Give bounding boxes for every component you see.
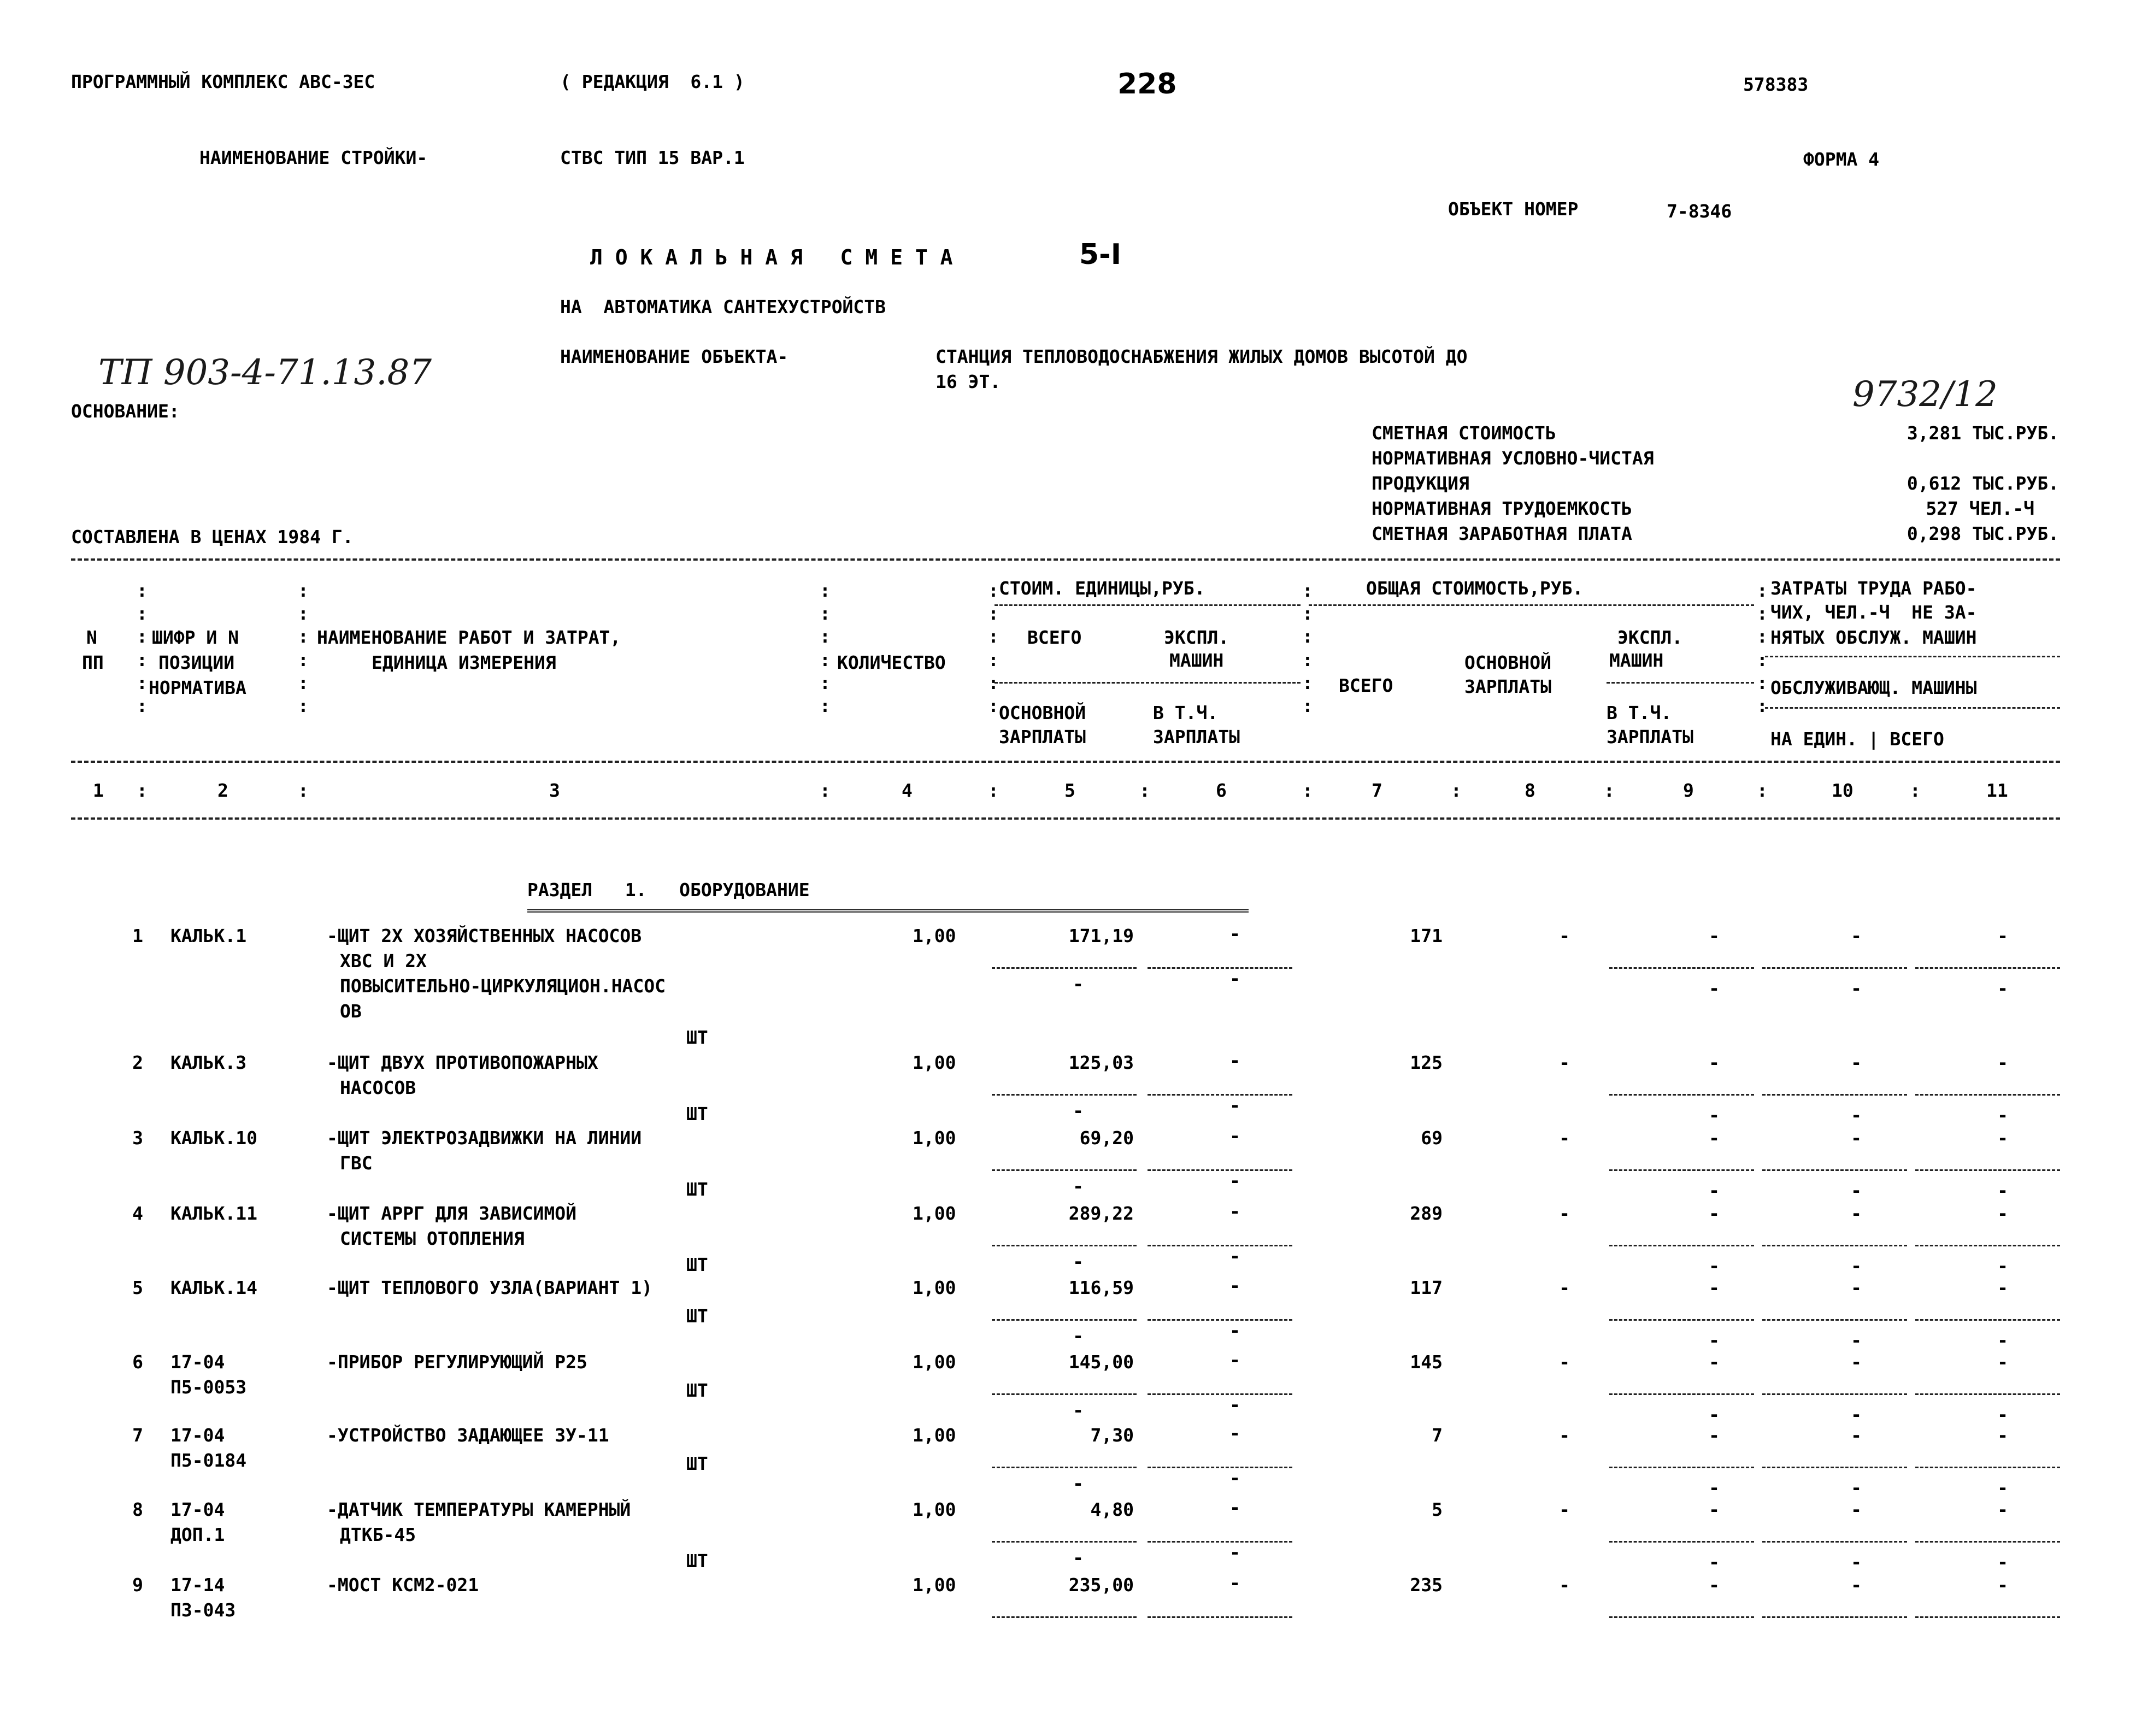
row-unit-price: 116,59 xyxy=(1068,1277,1134,1298)
row-base-wage: - xyxy=(1073,1473,1084,1494)
summary-value: 527 ЧЕЛ.-Ч xyxy=(1926,498,2034,519)
row-wage-2: - xyxy=(1709,1404,1720,1425)
summary-label: НОРМАТИВНАЯ УСЛОВНО-ЧИСТАЯ xyxy=(1372,448,1654,469)
row-sub-rule xyxy=(1609,1467,1754,1468)
col-separator: : xyxy=(988,780,999,801)
col-separator: : xyxy=(1604,780,1615,801)
row-machine-wage: - xyxy=(1229,1170,1240,1191)
header-labor3: НА ЕДИН. | ВСЕГО xyxy=(1770,728,1944,750)
row-unit-price: 171,19 xyxy=(1068,925,1134,946)
row-number: 4 xyxy=(132,1203,143,1224)
row-sub-rule xyxy=(1148,1094,1292,1096)
row-sub-rule xyxy=(1609,1393,1754,1395)
row-total: 117 xyxy=(1410,1277,1443,1298)
row-description: ДТКБ-45 xyxy=(340,1524,416,1545)
row-machine-wage: - xyxy=(1229,1394,1240,1415)
row-machine-cost: - xyxy=(1229,1572,1240,1593)
header-col2: НОРМАТИВА xyxy=(149,677,246,698)
row-code: КАЛЬК.1 xyxy=(170,925,247,946)
row-sub-rule xyxy=(1609,1169,1754,1171)
row-labor-unit: - xyxy=(1851,1499,1862,1520)
row-description: ХВС И 2Х xyxy=(340,950,427,972)
col-separator: : : : : : : xyxy=(137,580,148,717)
row-machine-wage: - xyxy=(1229,1245,1240,1267)
row-total: 125 xyxy=(1410,1052,1443,1073)
header-col5-bottom: ЗАРПЛАТЫ xyxy=(999,726,1086,748)
row-quantity: 1,00 xyxy=(913,1351,956,1373)
row-code: 17-04 xyxy=(170,1351,225,1373)
row-labor-unit: - xyxy=(1851,1351,1862,1373)
handwritten-archive-number: 9732/12 xyxy=(1852,374,1998,415)
row-sub-rule xyxy=(1148,1393,1292,1395)
row-sub-rule xyxy=(992,967,1137,969)
row-base-wage: - xyxy=(1073,1100,1084,1121)
row-sub-rule xyxy=(1762,1094,1907,1096)
col-separator: : : : : : : xyxy=(1757,580,1768,717)
row-labor-unit: - xyxy=(1851,1127,1862,1149)
summary-label: СМЕТНАЯ ЗАРАБОТНАЯ ПЛАТА xyxy=(1372,523,1632,544)
row-machine-cost: - xyxy=(1229,923,1240,944)
row-unit-price: 235,00 xyxy=(1068,1574,1134,1596)
summary-label: СМЕТНАЯ СТОИМОСТЬ xyxy=(1372,422,1556,444)
column-numbers-rule xyxy=(71,817,2060,820)
row-wage-2: - xyxy=(1709,1180,1720,1201)
header-col3: ЕДИНИЦА ИЗМЕРЕНИЯ xyxy=(372,652,556,673)
row-labor-total: - xyxy=(1997,925,2008,946)
row-code: П5-0184 xyxy=(170,1450,247,1471)
row-machine-cost: - xyxy=(1229,1050,1240,1071)
row-base-wage: - xyxy=(1073,1251,1084,1272)
row-description: -ЩИТ ЭЛЕКТРОЗАДВИЖКИ НА ЛИНИИ xyxy=(327,1127,642,1149)
row-wage-2: - xyxy=(1709,1255,1720,1276)
header-col1: ПП xyxy=(82,652,104,673)
row-code: КАЛЬК.14 xyxy=(170,1277,257,1298)
row-machine-total: - xyxy=(1709,1203,1720,1224)
column-number: 8 xyxy=(1525,780,1535,801)
row-code: КАЛЬК.11 xyxy=(170,1203,257,1224)
row-wage: - xyxy=(1559,1127,1570,1149)
row-wage-2: - xyxy=(1709,978,1720,999)
header-unit-cost-rule2 xyxy=(995,682,1301,684)
row-sub-rule xyxy=(1148,1541,1292,1543)
row-sub-rule xyxy=(992,1094,1137,1096)
row-labor-unit-2: - xyxy=(1851,1551,1862,1573)
row-description: СИСТЕМЫ ОТОПЛЕНИЯ xyxy=(340,1228,525,1249)
row-description: -ЩИТ ТЕПЛОВОГО УЗЛА(ВАРИАНТ 1) xyxy=(327,1277,653,1298)
row-base-wage: - xyxy=(1073,973,1084,994)
row-machine-wage: - xyxy=(1229,1320,1240,1341)
summary-value: 3,281 ТЫС.РУБ. xyxy=(1907,422,2059,444)
header-labor: НЯТЫХ ОБСЛУЖ. МАШИН xyxy=(1770,627,1977,648)
row-unit: ШТ xyxy=(686,1453,708,1474)
column-number: 6 xyxy=(1216,780,1227,801)
row-machine-wage: - xyxy=(1229,968,1240,989)
row-sub-rule xyxy=(1148,967,1292,969)
col-separator: : : : : : : xyxy=(298,580,309,717)
row-total: 145 xyxy=(1410,1351,1443,1373)
row-labor-total-2: - xyxy=(1997,1477,2008,1498)
row-unit-price: 4,80 xyxy=(1090,1499,1134,1520)
row-quantity: 1,00 xyxy=(913,1127,956,1149)
row-code: П3-043 xyxy=(170,1599,236,1621)
row-total: 171 xyxy=(1410,925,1443,946)
column-number: 10 xyxy=(1832,780,1854,801)
row-wage: - xyxy=(1559,925,1570,946)
row-unit-price: 125,03 xyxy=(1068,1052,1134,1073)
row-total: 5 xyxy=(1432,1499,1443,1520)
row-wage: - xyxy=(1559,1499,1570,1520)
col-separator: : xyxy=(137,780,148,801)
row-machine-total: - xyxy=(1709,1574,1720,1596)
row-sub-rule xyxy=(992,1541,1137,1543)
header-unit-cost: СТОИМ. ЕДИНИЦЫ,РУБ. xyxy=(999,578,1205,599)
row-machine-total: - xyxy=(1709,925,1720,946)
row-unit-price: 7,30 xyxy=(1090,1425,1134,1446)
row-total: 235 xyxy=(1410,1574,1443,1596)
row-sub-rule xyxy=(1915,967,2060,969)
row-sub-rule xyxy=(1915,1094,2060,1096)
row-quantity: 1,00 xyxy=(913,1499,956,1520)
header-col9-top: МАШИН xyxy=(1609,650,1664,671)
column-number: 1 xyxy=(93,780,104,801)
estimate-subject: НА АВТОМАТИКА САНТЕХУСТРОЙСТВ xyxy=(560,296,886,317)
row-wage: - xyxy=(1559,1203,1570,1224)
row-total: 7 xyxy=(1432,1425,1443,1446)
header-col9-bottom: В Т.Ч. xyxy=(1607,702,1672,723)
row-wage: - xyxy=(1559,1351,1570,1373)
row-labor-total-2: - xyxy=(1997,1404,2008,1425)
row-machine-cost: - xyxy=(1229,1422,1240,1444)
row-sub-rule xyxy=(1609,1094,1754,1096)
row-wage: - xyxy=(1559,1052,1570,1073)
row-sub-rule xyxy=(1915,1245,2060,1246)
row-base-wage: - xyxy=(1073,1547,1084,1568)
price-basis: СОСТАВЛЕНА В ЦЕНАХ 1984 Г. xyxy=(71,526,354,548)
col-separator: : xyxy=(1910,780,1921,801)
row-quantity: 1,00 xyxy=(913,1574,956,1596)
col-separator: : : : : : : xyxy=(988,580,999,717)
row-description: ПОВЫСИТЕЛЬНО-ЦИРКУЛЯЦИОН.НАСОС xyxy=(340,975,666,997)
row-labor-unit-2: - xyxy=(1851,1329,1862,1351)
table-top-rule xyxy=(71,558,2060,561)
column-number: 9 xyxy=(1683,780,1694,801)
header-col2: ПОЗИЦИИ xyxy=(158,652,235,673)
row-labor-total-2: - xyxy=(1997,1180,2008,1201)
summary-label: НОРМАТИВНАЯ ТРУДОЕМКОСТЬ xyxy=(1372,498,1632,519)
row-labor-unit-2: - xyxy=(1851,1104,1862,1126)
row-sub-rule xyxy=(1148,1319,1292,1321)
row-wage-2: - xyxy=(1709,1329,1720,1351)
row-sub-rule xyxy=(1915,1393,2060,1395)
row-labor-unit-2: - xyxy=(1851,978,1862,999)
header-col6-top: МАШИН xyxy=(1169,650,1224,671)
document-title-number: 5-I xyxy=(1079,238,1122,271)
header-col5-bottom: ОСНОВНОЙ xyxy=(999,702,1086,723)
row-description: -ДАТЧИК ТЕМПЕРАТУРЫ КАМЕРНЫЙ xyxy=(327,1499,631,1520)
row-labor-total: - xyxy=(1997,1574,2008,1596)
row-machine-cost: - xyxy=(1229,1201,1240,1222)
row-labor-total-2: - xyxy=(1997,978,2008,999)
row-labor-unit: - xyxy=(1851,1277,1862,1298)
edition: ( РЕДАКЦИЯ 6.1 ) xyxy=(560,71,745,92)
row-sub-rule xyxy=(1762,1169,1907,1171)
row-number: 7 xyxy=(132,1425,143,1446)
section-title: РАЗДЕЛ 1. ОБОРУДОВАНИЕ xyxy=(527,879,810,901)
row-sub-rule xyxy=(1609,1245,1754,1246)
header-col9-top: ЭКСПЛ. xyxy=(1617,627,1683,648)
object-name-line2: 16 ЭТ. xyxy=(935,371,1001,392)
row-description: -МОСТ КСМ2-021 xyxy=(327,1574,479,1596)
row-machine-wage: - xyxy=(1229,1467,1240,1488)
row-machine-total: - xyxy=(1709,1127,1720,1149)
page-number: 228 xyxy=(1117,68,1177,101)
row-sub-rule xyxy=(1762,1245,1907,1246)
row-machine-cost: - xyxy=(1229,1497,1240,1518)
col-separator: : xyxy=(1757,780,1768,801)
form-number: ФОРМА 4 xyxy=(1803,149,1880,170)
row-description: НАСОСОВ xyxy=(340,1077,416,1098)
row-sub-rule xyxy=(992,1616,1137,1618)
col-separator: : xyxy=(298,780,309,801)
row-number: 6 xyxy=(132,1351,143,1373)
row-wage-2: - xyxy=(1709,1104,1720,1126)
column-number: 7 xyxy=(1372,780,1382,801)
row-wage: - xyxy=(1559,1425,1570,1446)
row-labor-total-2: - xyxy=(1997,1255,2008,1276)
row-sub-rule xyxy=(1148,1169,1292,1171)
row-number: 2 xyxy=(132,1052,143,1073)
header-col1: N xyxy=(86,627,97,648)
construction-label: НАИМЕНОВАНИЕ СТРОЙКИ- xyxy=(199,147,428,168)
row-unit: ШТ xyxy=(686,1550,708,1572)
row-base-wage: - xyxy=(1073,1175,1084,1197)
row-code: 17-14 xyxy=(170,1574,225,1596)
col-separator: : : : : : : xyxy=(1302,580,1313,717)
col-separator: : xyxy=(1451,780,1462,801)
row-quantity: 1,00 xyxy=(913,1277,956,1298)
row-machine-cost: - xyxy=(1229,1125,1240,1146)
row-sub-rule xyxy=(1609,967,1754,969)
row-base-wage: - xyxy=(1073,1325,1084,1346)
header-col6-top: ЭКСПЛ. xyxy=(1164,627,1229,648)
row-labor-unit: - xyxy=(1851,925,1862,946)
row-unit: ШТ xyxy=(686,1027,708,1048)
row-labor-unit: - xyxy=(1851,1203,1862,1224)
object-label: ОБЪЕКТ НОМЕР xyxy=(1448,198,1579,220)
row-labor-total: - xyxy=(1997,1425,2008,1446)
row-unit-price: 289,22 xyxy=(1068,1203,1134,1224)
col-separator: : : : : : : xyxy=(820,580,831,717)
row-machine-total: - xyxy=(1709,1052,1720,1073)
row-unit-price: 69,20 xyxy=(1079,1127,1134,1149)
row-labor-unit-2: - xyxy=(1851,1477,1862,1498)
row-quantity: 1,00 xyxy=(913,1425,956,1446)
header-col2: ШИФР И N xyxy=(152,627,239,648)
row-labor-total: - xyxy=(1997,1052,2008,1073)
row-labor-total: - xyxy=(1997,1351,2008,1373)
row-sub-rule xyxy=(1762,1393,1907,1395)
row-sub-rule xyxy=(1762,967,1907,969)
row-number: 8 xyxy=(132,1499,143,1520)
row-total: 289 xyxy=(1410,1203,1443,1224)
row-number: 1 xyxy=(132,925,143,946)
row-labor-unit-2: - xyxy=(1851,1255,1862,1276)
row-sub-rule xyxy=(1762,1616,1907,1618)
header-col3: НАИМЕНОВАНИЕ РАБОТ И ЗАТРАТ, xyxy=(317,627,621,648)
row-labor-total-2: - xyxy=(1997,1329,2008,1351)
row-total: 69 xyxy=(1421,1127,1443,1149)
column-number: 4 xyxy=(902,780,913,801)
row-sub-rule xyxy=(1762,1319,1907,1321)
header-labor: ЗАТРАТЫ ТРУДА РАБО- xyxy=(1770,578,1977,599)
row-code: П5-0053 xyxy=(170,1376,247,1398)
row-base-wage: - xyxy=(1073,1399,1084,1421)
header-bottom-rule xyxy=(71,761,2060,763)
summary-value: 0,298 ТЫС.РУБ. xyxy=(1907,523,2059,544)
row-code: 17-04 xyxy=(170,1425,225,1446)
summary-label: ПРОДУКЦИЯ xyxy=(1372,473,1469,494)
row-machine-total: - xyxy=(1709,1499,1720,1520)
row-number: 5 xyxy=(132,1277,143,1298)
row-sub-rule xyxy=(1915,1169,2060,1171)
row-machine-total: - xyxy=(1709,1351,1720,1373)
row-unit: ШТ xyxy=(686,1305,708,1327)
row-labor-unit-2: - xyxy=(1851,1404,1862,1425)
row-number: 9 xyxy=(132,1574,143,1596)
object-value: 7-8346 xyxy=(1667,201,1732,222)
row-labor-unit-2: - xyxy=(1851,1180,1862,1201)
row-sub-rule xyxy=(1915,1541,2060,1543)
row-labor-total: - xyxy=(1997,1277,2008,1298)
row-quantity: 1,00 xyxy=(913,1052,956,1073)
column-number: 11 xyxy=(1986,780,2008,801)
row-wage-2: - xyxy=(1709,1477,1720,1498)
header-col4: КОЛИЧЕСТВО xyxy=(837,652,946,673)
row-code: 17-04 xyxy=(170,1499,225,1520)
section-underline xyxy=(527,909,1249,913)
row-machine-cost: - xyxy=(1229,1349,1240,1370)
row-wage: - xyxy=(1559,1574,1570,1596)
header-unit-cost-rule xyxy=(995,604,1301,606)
column-number: 2 xyxy=(217,780,228,801)
row-description: -ЩИТ 2Х ХОЗЯЙСТВЕННЫХ НАСОСОВ xyxy=(327,925,642,946)
row-description: -УСТРОЙСТВО ЗАДАЮЩЕЕ ЗУ-11 xyxy=(327,1425,609,1446)
row-sub-rule xyxy=(1148,1616,1292,1618)
row-labor-total: - xyxy=(1997,1499,2008,1520)
row-wage: - xyxy=(1559,1277,1570,1298)
document-number: 578383 xyxy=(1743,74,1809,95)
header-col7: ВСЕГО xyxy=(1339,675,1393,696)
row-sub-rule xyxy=(1915,1616,2060,1618)
object-name-line1: СТАНЦИЯ ТЕПЛОВОДОСНАБЖЕНИЯ ЖИЛЫХ ДОМОВ ВЫСОТОЙ ДО xyxy=(935,346,1468,367)
header-col6-bottom: В Т.Ч. xyxy=(1153,702,1219,723)
col-separator: : xyxy=(1302,780,1313,801)
col-separator: : xyxy=(820,780,831,801)
row-description: -ПРИБОР РЕГУЛИРУЮЩИЙ Р25 xyxy=(327,1351,587,1373)
row-description: ГВС xyxy=(340,1152,373,1174)
row-machine-cost: - xyxy=(1229,1275,1240,1296)
row-wage-2: - xyxy=(1709,1551,1720,1573)
row-machine-wage: - xyxy=(1229,1541,1240,1563)
row-sub-rule xyxy=(1148,1245,1292,1246)
row-sub-rule xyxy=(1915,1467,2060,1468)
row-sub-rule xyxy=(1609,1616,1754,1618)
column-number: 3 xyxy=(549,780,560,801)
row-sub-rule xyxy=(1609,1319,1754,1321)
program-name: ПРОГРАММНЫЙ КОМПЛЕКС АВС-3ЕС xyxy=(71,71,375,92)
header-labor: ЧИХ, ЧЕЛ.-Ч НЕ ЗА- xyxy=(1770,602,1977,623)
row-labor-unit: - xyxy=(1851,1425,1862,1446)
row-description: -ЩИТ АРРГ ДЛЯ ЗАВИСИМОЙ xyxy=(327,1203,576,1224)
basis-label: ОСНОВАНИЕ: xyxy=(71,401,180,422)
row-sub-rule xyxy=(1762,1467,1907,1468)
document-title: Л О К А Л Ь Н А Я С М Е Т А xyxy=(590,245,953,269)
row-machine-total: - xyxy=(1709,1425,1720,1446)
handwritten-project-code: ТП 903-4-71.13.87 xyxy=(98,352,432,393)
col-separator: : xyxy=(1139,780,1150,801)
row-machine-total: - xyxy=(1709,1277,1720,1298)
row-number: 3 xyxy=(132,1127,143,1149)
column-number: 5 xyxy=(1064,780,1075,801)
header-labor2: ОБСЛУЖИВАЮЩ. МАШИНЫ xyxy=(1770,677,1977,698)
row-labor-total-2: - xyxy=(1997,1551,2008,1573)
row-unit: ШТ xyxy=(686,1103,708,1125)
header-labor-rule xyxy=(1765,656,2060,657)
header-col8: ОСНОВНОЙ xyxy=(1464,652,1551,673)
header-col9-rule xyxy=(1607,682,1754,684)
row-code: ДОП.1 xyxy=(170,1524,225,1545)
row-sub-rule xyxy=(1609,1541,1754,1543)
row-description: -ЩИТ ДВУХ ПРОТИВОПОЖАРНЫХ xyxy=(327,1052,598,1073)
header-total-cost-rule xyxy=(1309,604,1754,606)
row-sub-rule xyxy=(992,1319,1137,1321)
row-sub-rule xyxy=(992,1393,1137,1395)
header-col5-top: ВСЕГО xyxy=(1027,627,1082,648)
object-name-label: НАИМЕНОВАНИЕ ОБЪЕКТА- xyxy=(560,346,789,367)
row-labor-total-2: - xyxy=(1997,1104,2008,1126)
row-code: КАЛЬК.10 xyxy=(170,1127,257,1149)
header-total-cost: ОБЩАЯ СТОИМОСТЬ,РУБ. xyxy=(1366,578,1584,599)
construction-value: СТВС ТИП 15 ВАР.1 xyxy=(560,147,745,168)
header-labor-rule2 xyxy=(1765,707,2060,709)
row-sub-rule xyxy=(992,1245,1137,1246)
row-unit: ШТ xyxy=(686,1380,708,1401)
row-code: КАЛЬК.3 xyxy=(170,1052,247,1073)
row-description: ОВ xyxy=(340,1001,362,1022)
header-col6-bottom: ЗАРПЛАТЫ xyxy=(1153,726,1240,748)
row-quantity: 1,00 xyxy=(913,925,956,946)
row-sub-rule xyxy=(992,1169,1137,1171)
summary-value: 0,612 ТЫС.РУБ. xyxy=(1907,473,2059,494)
row-quantity: 1,00 xyxy=(913,1203,956,1224)
row-unit-price: 145,00 xyxy=(1068,1351,1134,1373)
row-unit: ШТ xyxy=(686,1254,708,1275)
row-labor-unit: - xyxy=(1851,1574,1862,1596)
row-machine-wage: - xyxy=(1229,1094,1240,1116)
row-unit: ШТ xyxy=(686,1179,708,1200)
row-sub-rule xyxy=(1762,1541,1907,1543)
row-sub-rule xyxy=(1148,1467,1292,1468)
row-sub-rule xyxy=(992,1467,1137,1468)
row-labor-unit: - xyxy=(1851,1052,1862,1073)
header-col9-bottom: ЗАРПЛАТЫ xyxy=(1607,726,1693,748)
row-labor-total: - xyxy=(1997,1127,2008,1149)
header-col8: ЗАРПЛАТЫ xyxy=(1464,676,1551,697)
row-sub-rule xyxy=(1915,1319,2060,1321)
row-labor-total: - xyxy=(1997,1203,2008,1224)
